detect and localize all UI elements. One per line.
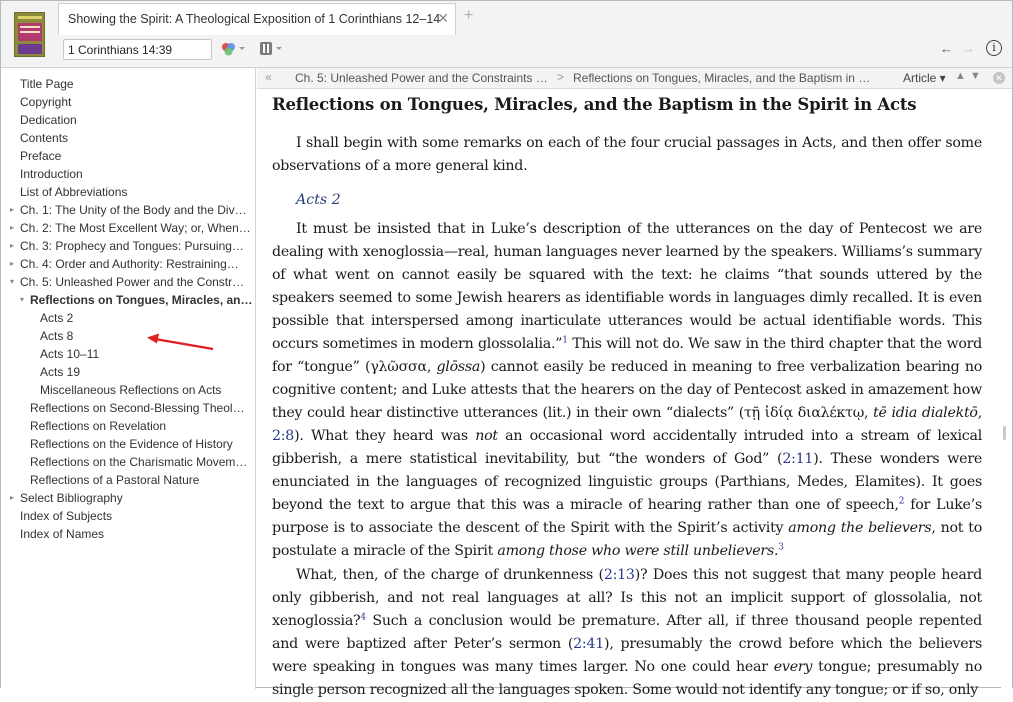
toc-item[interactable]: Ch. 5: Unleashed Power and the Constr… bbox=[20, 275, 245, 289]
toc-item[interactable]: Ch. 4: Order and Authority: Restraining… bbox=[20, 257, 239, 271]
tab-title: Showing the Spirit: A Theological Exposition of 1 Corinthians 12–14 bbox=[68, 12, 441, 26]
footnote-marker[interactable]: 3 bbox=[778, 542, 784, 553]
parallel-resources-button[interactable] bbox=[220, 40, 248, 58]
text: )? Does this not suggest that many people heard only gibberish, and not real languages at all? Is this not an implicit support of glossolalia, not xenoglossia? bbox=[272, 567, 982, 629]
text: ). These wonders were enunciated in the languages of recognized linguistic groups (Parthians, Medes, Elamites). It goes beyond the text to argue that this was a miracle of hearing rather than one of speech, bbox=[272, 451, 982, 513]
text: . bbox=[773, 543, 779, 559]
toolbar bbox=[1, 1, 1012, 68]
toc-item[interactable]: Dedication bbox=[20, 113, 77, 127]
toc-item[interactable]: Reflections on Revelation bbox=[30, 419, 167, 433]
footnote-marker[interactable]: 4 bbox=[360, 612, 366, 623]
breadcrumb bbox=[257, 68, 1012, 89]
toc-item[interactable]: Acts 10–11 bbox=[40, 347, 100, 361]
collapse-triangle-icon[interactable]: ▾ bbox=[10, 277, 15, 286]
panel-menu-button[interactable] bbox=[258, 40, 286, 58]
greek-term: τῇ ἰδίᾳ διαλέκτῳ bbox=[744, 405, 865, 421]
text: tongue; presumably no single person recognized all the languages spoken. Some would not identify any tongue; or if so, only bbox=[272, 659, 982, 698]
toc-item[interactable]: Reflections on the Charismatic Movem… bbox=[30, 455, 248, 469]
close-tab-icon[interactable]: ✕ bbox=[437, 10, 449, 26]
toc-item[interactable]: Ch. 2: The Most Excellent Way; or, When… bbox=[20, 221, 251, 235]
toc-item[interactable]: Acts 8 bbox=[40, 329, 74, 343]
toc-item[interactable]: Reflections of a Pastoral Nature bbox=[30, 473, 200, 487]
toc-item[interactable]: Index of Subjects bbox=[20, 509, 113, 523]
text: It must be insisted that in Luke’s description of the utterances on the day of Pentecost we are dealing with xenoglossia—real, human languages never learned by the speakers. Williams’s summary of what went on cannot easily be squared with the text: he claims “that sounds uttered by the speakers seemed to some Jewish hearers as identifiable words in languages dimly recalled. It is even possible that interspersed among inarticulate utterances would be actual identifiable words. This occurs sometimes in modern glossolalia.” bbox=[272, 221, 982, 352]
scripture-link[interactable]: 2:11 bbox=[782, 451, 814, 467]
intro-paragraph: I shall begin with some remarks on each of the four crucial passages in Acts, and then offer some observations of a more general kind. bbox=[272, 135, 982, 174]
document-tab[interactable] bbox=[58, 3, 456, 35]
next-arrow-icon[interactable]: ▼ bbox=[970, 70, 981, 82]
text: This will not do. We saw in the third chapter that the word for “tongue” ( bbox=[272, 336, 982, 375]
text: ) cannot easily be reduced in meaning to free verbalization bearing no cognitive content; and Luke attests that the hearers on the day of Pentecost asked in amazement how they could hear distinctive utterances (lit.) in their own “dialects” ( bbox=[272, 359, 982, 421]
toc-item[interactable]: Ch. 3: Prophecy and Tongues: Pursuing… bbox=[20, 239, 244, 253]
breadcrumb-section[interactable]: Reflections on Tongues, Miracles, and the Baptism in … bbox=[573, 71, 871, 85]
toc-item[interactable]: Title Page bbox=[20, 77, 74, 91]
toc-item[interactable]: Reflections on the Evidence of History bbox=[30, 437, 233, 451]
emphasis: every bbox=[773, 659, 813, 675]
greek-term: γλῶσσα bbox=[370, 359, 427, 375]
breadcrumb-separator: > bbox=[557, 70, 565, 84]
toc-item[interactable]: Acts 19 bbox=[40, 365, 81, 379]
book-cover-thumbnail[interactable] bbox=[14, 12, 45, 57]
toc-item[interactable]: Ch. 1: The Unity of the Body and the Div… bbox=[20, 203, 247, 217]
toc-item[interactable]: Reflections on Tongues, Miracles, an… bbox=[30, 293, 253, 307]
text: , bbox=[864, 405, 874, 421]
expand-triangle-icon[interactable]: ▸ bbox=[10, 259, 15, 268]
scripture-link[interactable]: 2:41 bbox=[573, 636, 605, 652]
expand-triangle-icon[interactable]: ▸ bbox=[10, 493, 15, 502]
footnote-marker[interactable]: 2 bbox=[898, 496, 905, 507]
scrollbar-thumb[interactable] bbox=[1003, 426, 1006, 440]
previous-arrow-icon[interactable]: ▲ bbox=[955, 70, 966, 82]
toc-item[interactable]: Acts 2 bbox=[40, 311, 74, 325]
close-panel-icon[interactable]: ✕ bbox=[993, 72, 1005, 84]
paragraph-1 bbox=[272, 218, 982, 563]
toc-item[interactable]: Reflections on Second-Blessing Theol… bbox=[30, 401, 245, 415]
link-set-icon bbox=[220, 40, 248, 58]
toc-item[interactable]: Miscellaneous Reflections on Acts bbox=[40, 383, 222, 397]
text: , not to postulate a miracle of the Spirit bbox=[272, 520, 982, 559]
text: ). What they heard was bbox=[294, 428, 476, 444]
emphasis: among the believers bbox=[788, 520, 932, 536]
red-arrow-annotation bbox=[141, 323, 221, 363]
article-heading: Reflections on Tongues, Miracles, and the Baptism in the Spirit in Acts bbox=[272, 95, 917, 114]
text: for Luke’s purpose is to associate the descent of the Spirit with the Spirit’s activity bbox=[272, 497, 982, 536]
panel-icon bbox=[258, 40, 286, 58]
info-icon[interactable]: i bbox=[986, 40, 1002, 56]
emphasis: not bbox=[475, 428, 498, 444]
text: , bbox=[426, 359, 437, 375]
expand-triangle-icon[interactable]: ▸ bbox=[10, 223, 15, 232]
forward-arrow-icon[interactable]: → bbox=[962, 41, 975, 56]
toc-item[interactable]: Index of Names bbox=[20, 527, 105, 541]
toc-item[interactable]: Contents bbox=[20, 131, 69, 145]
toc-item[interactable]: Copyright bbox=[20, 95, 72, 109]
text: What, then, of the charge of drunkenness ( bbox=[296, 567, 604, 583]
text: Such a conclusion would be premature. After all, if three thousand people repented and were baptized after Peter’s sermon ( bbox=[272, 613, 982, 652]
expand-triangle-icon[interactable]: ▸ bbox=[10, 241, 15, 250]
paragraph-2 bbox=[272, 564, 982, 702]
collapse-sidebar-icon[interactable]: « bbox=[265, 70, 272, 84]
text: ), presumably the crowd before which the believers were speaking in tongues was many times larger. No one could hear bbox=[272, 636, 982, 675]
emphasis: among those who were still unbelievers bbox=[497, 543, 774, 559]
footnote-marker[interactable]: 1 bbox=[562, 335, 568, 346]
new-tab-button[interactable]: + bbox=[464, 7, 474, 24]
scrollbar[interactable] bbox=[1001, 89, 1012, 689]
table-of-contents bbox=[1, 68, 256, 689]
toc-item[interactable]: Select Bibliography bbox=[20, 491, 123, 505]
expand-triangle-icon[interactable]: ▸ bbox=[10, 205, 15, 214]
scripture-link[interactable]: 2:13 bbox=[603, 567, 635, 583]
collapse-triangle-icon[interactable]: ▾ bbox=[20, 295, 25, 304]
scripture-link[interactable]: 2:8 bbox=[272, 428, 295, 444]
transliteration: glōssa bbox=[436, 359, 481, 375]
reference-input[interactable] bbox=[63, 39, 212, 60]
text: , bbox=[977, 405, 982, 421]
toc-item[interactable]: List of Abbreviations bbox=[20, 185, 128, 199]
back-arrow-icon[interactable]: ← bbox=[940, 41, 953, 56]
text: an occasional word accidentally intruded into a stream of lexical gibberish, a mere statistical inevitability, but “the wonders of God” ( bbox=[272, 428, 982, 467]
toc-item[interactable]: Preface bbox=[20, 149, 62, 163]
section-subheading: Acts 2 bbox=[296, 192, 341, 208]
view-mode-dropdown[interactable]: Article ▾ bbox=[903, 71, 946, 85]
article-content bbox=[257, 89, 1001, 698]
toc-item[interactable]: Introduction bbox=[20, 167, 83, 181]
transliteration: tē idia dialektō bbox=[873, 405, 978, 421]
breadcrumb-chapter[interactable]: Ch. 5: Unleashed Power and the Constraints … bbox=[295, 71, 548, 85]
